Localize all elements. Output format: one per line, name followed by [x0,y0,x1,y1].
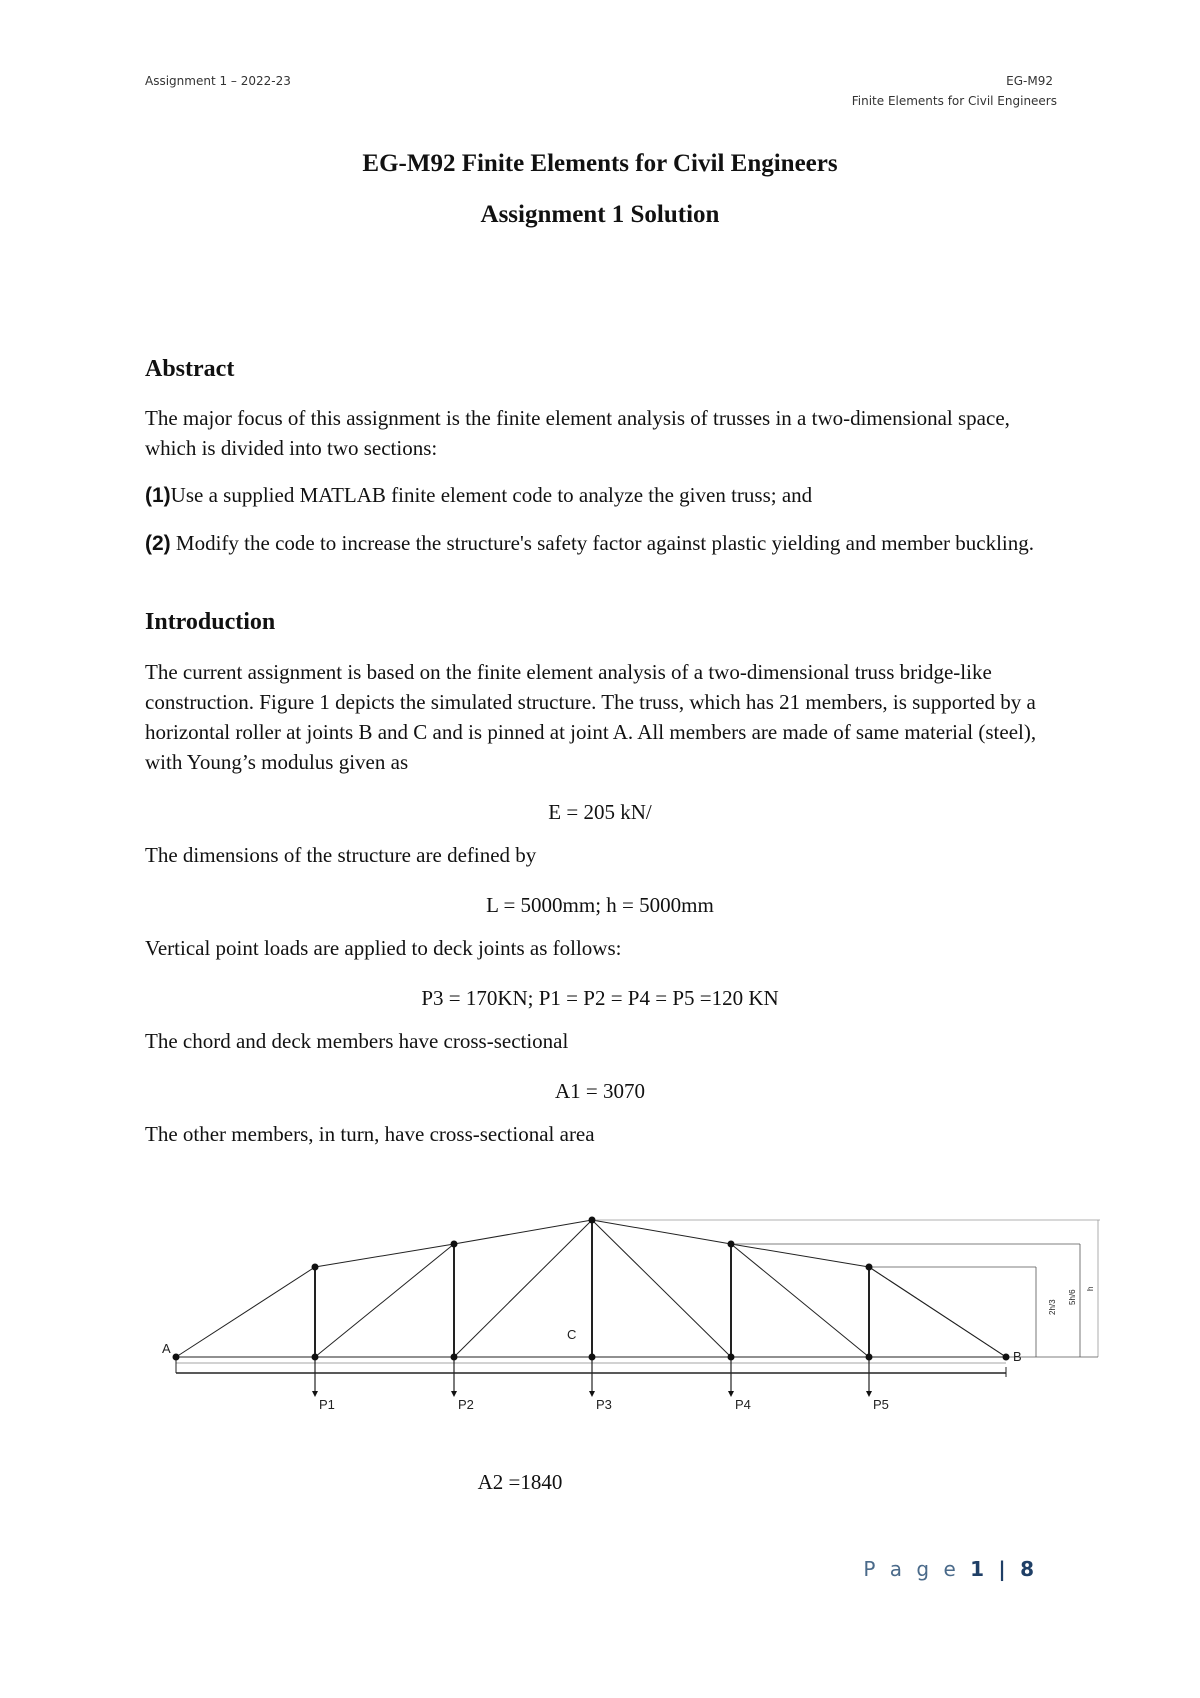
label-joint-C: C [567,1327,577,1342]
chord-member [731,1244,869,1267]
label-joint-B: B [1013,1349,1022,1364]
introduction-heading: Introduction [145,609,276,635]
equation-A2: A2 =1840 [477,1470,563,1494]
equation-youngs-modulus: E = 205 kN/ [548,800,652,824]
label-dim-h: h [1086,1286,1095,1291]
label-load-P1: P1 [319,1397,335,1412]
item-1-text: Use a supplied MATLAB finite element code to analyze the given truss; and [170,483,813,507]
load-arrowhead-P5 [866,1391,872,1397]
joint-node [866,1264,873,1271]
label-load-P4: P4 [735,1397,751,1412]
page-word: P a g e [863,1557,960,1581]
item-2-number: (2) [145,532,171,555]
truss-figure [140,1205,1100,1425]
load-arrowhead-P3 [589,1391,595,1397]
label-dim-2h3: 2h/3 [1048,1299,1057,1315]
joint-node [1003,1354,1010,1361]
joint-node [173,1354,180,1361]
joint-node [866,1354,873,1361]
equation-loads: P3 = 170KN; P1 = P2 = P4 = P5 =120 KN [421,986,779,1010]
page-number: 1 [970,1557,989,1581]
other-area-text: The other members, in turn, have cross-sectional area [145,1122,595,1146]
diagonal-member [869,1267,1006,1357]
diagonal-member [731,1244,869,1357]
item-1-number: (1) [145,484,171,507]
load-arrowhead-P2 [451,1391,457,1397]
abstract-item-2 [145,528,1045,559]
running-header-left: Assignment 1 – 2022-23 [145,74,291,88]
running-header-course-code: EG-M92 [1006,74,1053,88]
load-arrowhead-P1 [312,1391,318,1397]
equation-dimensions: L = 5000mm; h = 5000mm [486,893,714,917]
joint-node [312,1264,319,1271]
page-separator: | [998,1557,1010,1581]
document-title: EG-M92 Finite Elements for Civil Engineers [362,150,838,177]
label-load-P3: P3 [596,1397,612,1412]
load-arrowhead-P4 [728,1391,734,1397]
page-footer [863,1557,1038,1581]
abstract-paragraph: The major focus of this assignment is the finite element analysis of trusses in a two-dimensional space, which is divided into two sections: [145,406,1010,460]
label-joint-A: A [162,1341,171,1356]
diagonal-member [315,1244,454,1357]
loads-text: Vertical point loads are applied to deck joints as follows: [145,936,622,960]
joint-node [451,1241,458,1248]
dimensions-text: The dimensions of the structure are defined by [145,843,537,867]
joint-node [728,1354,735,1361]
label-dim-5h6: 5h/6 [1068,1289,1077,1305]
introduction-paragraph: The current assignment is based on the finite element analysis of a two-dimensional truss bridge-like construction. Figure 1 depicts the simulated structure. The truss, which has 21 members, is supported by a horizontal roller at joints B and C and is pinned at joint A. All members are made of same material (steel), with Young’s modulus given as [145,660,1037,774]
chord-area-text: The chord and deck members have cross-sectional [145,1029,569,1053]
abstract-heading: Abstract [145,356,235,382]
joint-node [312,1354,319,1361]
page-total: 8 [1020,1557,1038,1581]
label-load-P2: P2 [458,1397,474,1412]
chord-member [176,1267,315,1357]
equation-A1: A1 = 3070 [554,1079,645,1103]
joint-node [451,1354,458,1361]
running-header-course-title: Finite Elements for Civil Engineers [851,94,1057,108]
document-subtitle: Assignment 1 Solution [480,201,720,228]
joint-node [728,1241,735,1248]
joint-node [589,1217,596,1224]
joint-node [589,1354,596,1361]
item-2-text: Modify the code to increase the structure's safety factor against plastic yielding and member buckling. [170,531,1035,555]
label-load-P5: P5 [873,1397,889,1412]
abstract-item-1 [145,480,1045,511]
chord-member [315,1244,454,1267]
